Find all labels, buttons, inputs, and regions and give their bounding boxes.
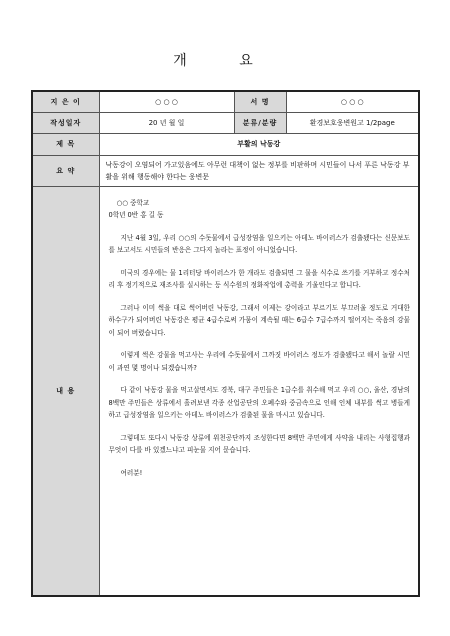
date-label: 작성일자	[32, 112, 99, 133]
author-label: 지 은 이	[32, 91, 99, 112]
summary-label: 요 약	[32, 155, 99, 186]
paragraph: 미국의 경우에는 물 1리터당 바이러스가 한 개라도 검출되면 그 물을 식수로 쓰기를 거부하고 정수처리 후 정기적으로 재조사를 실시하는 등 식수원의 정화작업에 총력을 기울인다고 합니다.	[108, 268, 410, 289]
content-body	[99, 186, 419, 596]
name-value: ○ ○ ○	[286, 91, 419, 112]
paragraph: 그렇데도 또다시 낙동강 상류에 위천공단까지 조성한다면 8백만 주민에게 사약을 내리는 사형집행과 무엇이 다를 바 있겠느냐고 피눈물 지어 묻습니다.	[108, 433, 410, 454]
subject-label: 제 목	[32, 133, 99, 155]
paragraph: 다 같이 낙동강 물을 먹고살면서도 경북, 대구 주민들은 1급수를 취수해 먹고 우리 ○○, 울산, 경남의 8백만 주민들은 상류에서 흘려보낸 각종 산업공단의 오폐수와 중금속으로 인해 인체 내부를 썩고 병들게 하고 급성장염을 일으키는 아데노 바이러스가 검출된 물을 마시고 있습니다.	[108, 386, 410, 419]
student-name: 0학년 0반 홍 길 동	[108, 211, 164, 219]
paragraph: 지난 4월 3일, 우리 ○○의 수돗물에서 급성장염을 일으키는 아데노 바이러스가 검출됐다는 신문보도를 보고서도 시민들의 반응은 그다지 놀라는 표정이 아니었습니다.	[108, 233, 410, 254]
summary-form	[31, 90, 420, 597]
subject-value: 부활의 낙동강	[99, 133, 419, 155]
paragraph: 이렇게 썩은 강물을 먹고사는 우리에 수돗물에서 그까짓 바이러스 정도가 검출됐다고 해서 놀랄 시민이 과연 몇 명이나 되겠습니까?	[108, 351, 410, 372]
paragraph: 그러나 이미 썩을 대로 썩어버린 낙동강, 그래서 이제는 강이라고 부르기도 부끄러울 정도로 거대한 하수구가 되어버린 낙동강은 평균 4급수로써 가뭄이 계속될 때는 6급수 7급수까지 떨어지는 죽음의 강물이 되어 버렸습니다.	[108, 303, 410, 337]
category-label: 분류/분량	[234, 112, 286, 133]
paragraph: 여러분!	[120, 468, 143, 477]
page-title: 개 요	[173, 53, 277, 69]
school-name: ○○ 중학교	[116, 198, 150, 207]
date-value: 20 년 월 일	[99, 112, 234, 133]
content-label: 내 용	[32, 186, 99, 596]
summary-value: 낙동강이 오염되어 가고있음에도 아무런 대책이 없는 정부를 비판하며 시민들이 나서 푸른 낙동강 부활을 위해 행동해야 한다는 웅변문	[99, 155, 419, 186]
name-label: 서 명	[234, 91, 286, 112]
author-value: ○ ○ ○	[99, 91, 234, 112]
category-value: 환경보호웅변원고 1/2page	[286, 112, 419, 133]
